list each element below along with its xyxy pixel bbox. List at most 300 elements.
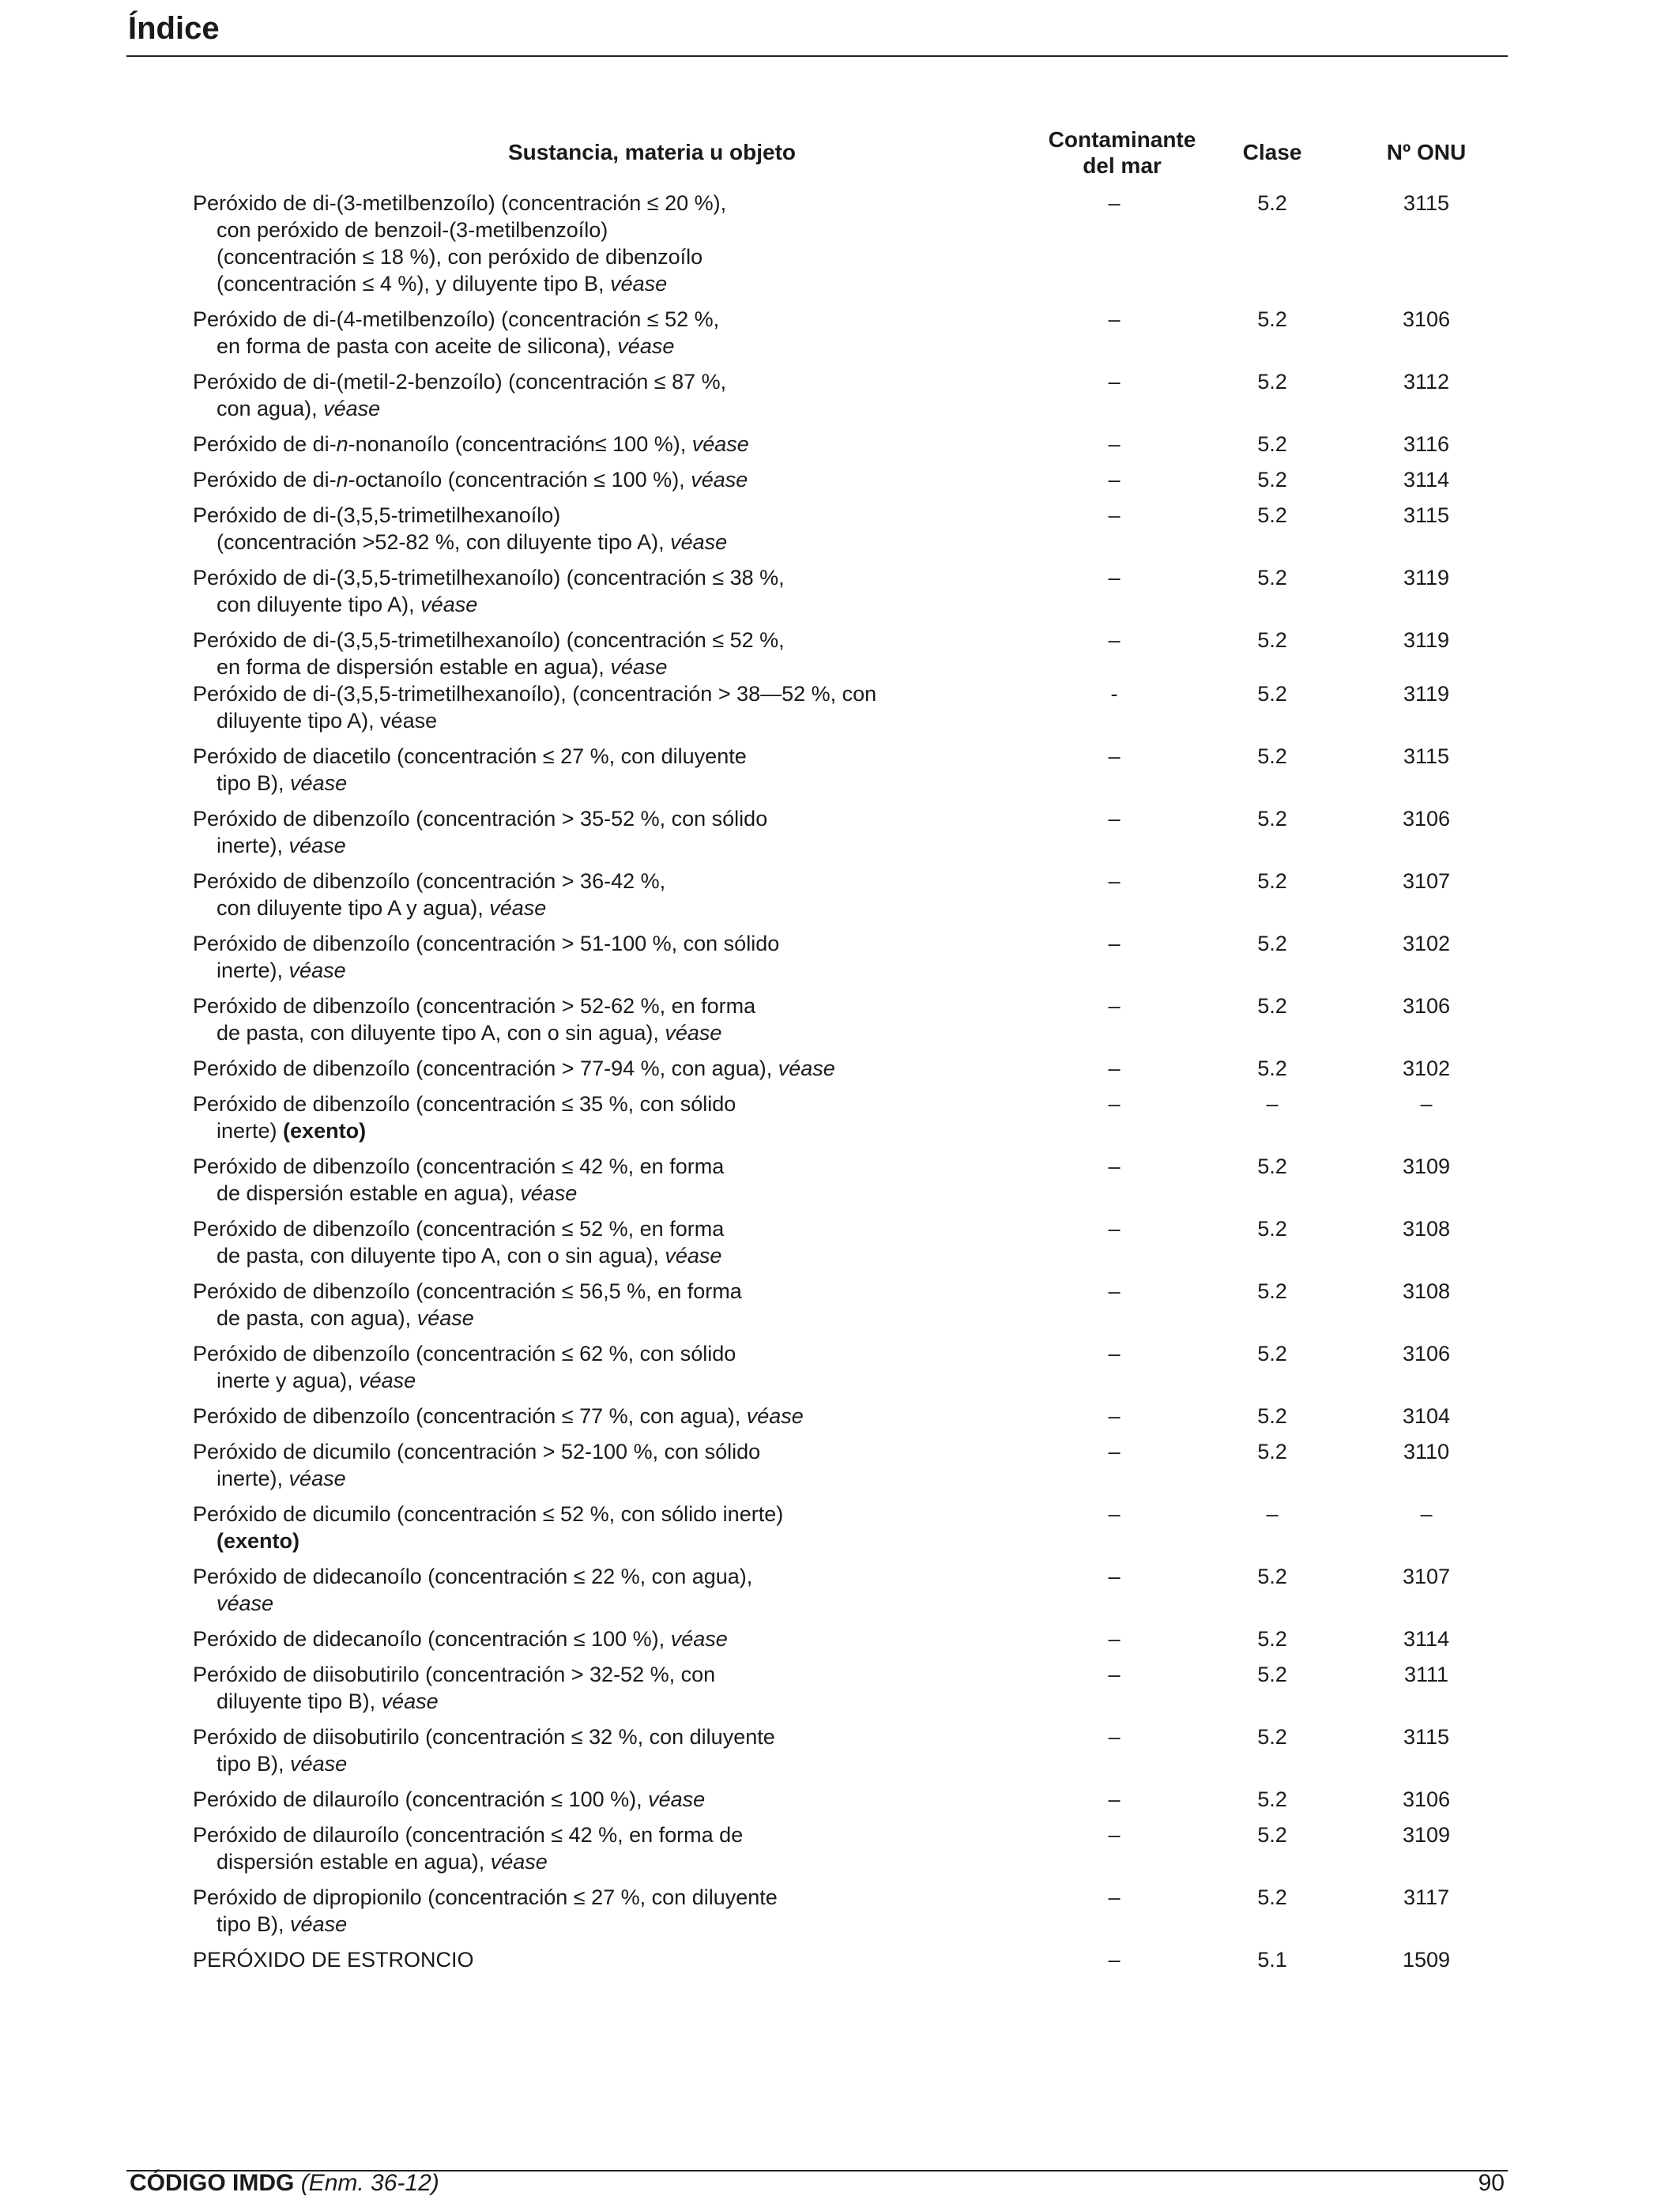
column-header-un-number: Nº ONU: [1386, 140, 1467, 164]
marine-pollutant-cell: –: [1108, 1155, 1121, 1178]
substance-line: [193, 270, 983, 297]
substance-line: [193, 1019, 983, 1046]
un-number-cell: 3111: [1403, 1663, 1449, 1686]
substance-cell: [193, 502, 983, 556]
index-table-body: [0, 190, 1680, 1982]
table-row: [0, 1215, 1680, 1269]
table-row: [0, 1821, 1680, 1875]
bold-text: (exento): [217, 1529, 300, 1553]
text-segment: Peróxido de di-(4-metilbenzoílo) (concentración ≤ 52 %,: [193, 307, 720, 331]
substance-line: [193, 1911, 983, 1938]
marine-pollutant-cell: –: [1108, 1217, 1121, 1241]
substance-line: [193, 1367, 983, 1394]
substance-cell: [193, 868, 983, 921]
table-row: [0, 368, 1680, 422]
substance-line: [193, 368, 983, 395]
un-number-cell: –: [1420, 1092, 1433, 1116]
un-number-cell: 3104: [1402, 1404, 1451, 1428]
substance-cell: [193, 930, 983, 984]
text-segment: inerte),: [217, 1467, 289, 1490]
un-number-cell: 3108: [1402, 1279, 1451, 1303]
substance-cell: [193, 1946, 983, 1973]
italic-text: véase: [648, 1787, 706, 1811]
substance-line: [193, 1180, 983, 1207]
text-segment: PERÓXIDO DE ESTRONCIO: [193, 1948, 474, 1972]
class-cell: 5.2: [1257, 1725, 1287, 1749]
marine-pollutant-cell: –: [1108, 1502, 1121, 1526]
substance-line: [193, 627, 983, 654]
substance-line: [193, 333, 983, 360]
text-segment: de dispersión estable en agua),: [217, 1181, 521, 1205]
class-cell: 5.2: [1257, 1404, 1287, 1428]
italic-text: véase: [670, 530, 728, 554]
text-segment: -nonanoílo (concentración≤ 100 %),: [348, 432, 692, 456]
class-cell: 5.2: [1257, 1663, 1287, 1686]
table-row: [0, 930, 1680, 984]
table-row: [0, 1278, 1680, 1332]
class-cell: 5.2: [1257, 432, 1287, 456]
marine-pollutant-cell: –: [1108, 191, 1121, 215]
table-row: [0, 680, 1680, 734]
substance-cell: [193, 1723, 983, 1777]
substance-line: [193, 217, 983, 243]
marine-pollutant-cell: –: [1108, 628, 1121, 652]
class-cell: 5.2: [1257, 1627, 1287, 1651]
footer-code: CÓDIGO IMDG: [130, 2170, 295, 2196]
substance-line: [193, 770, 983, 797]
class-cell: 5.1: [1257, 1948, 1287, 1972]
text-segment: diluyente tipo A), véase: [217, 709, 438, 733]
substance-line: [193, 993, 983, 1019]
class-cell: 5.2: [1257, 191, 1287, 215]
text-segment: Peróxido de di-(3,5,5-trimetilhexanoílo), (concentración > 38—52 %, con: [193, 682, 877, 706]
class-cell: 5.2: [1257, 307, 1287, 331]
marine-pollutant-cell: –: [1108, 1404, 1121, 1428]
substance-cell: [193, 1090, 983, 1144]
marine-pollutant-cell: –: [1108, 566, 1121, 589]
text-segment: Peróxido de dicumilo (concentración > 52-100 %, con sólido: [193, 1440, 761, 1463]
un-number-cell: 3110: [1403, 1440, 1450, 1463]
italic-text: véase: [288, 1467, 346, 1490]
italic-text: véase: [323, 397, 381, 420]
substance-line: [193, 1090, 983, 1117]
marine-pollutant-cell: –: [1108, 994, 1121, 1018]
footer-publication: [130, 2172, 439, 2195]
bold-text: (exento): [283, 1119, 367, 1143]
substance-cell: [193, 1278, 983, 1332]
class-cell: 5.2: [1257, 370, 1287, 394]
text-segment: con peróxido de benzoil-(3-metilbenzoílo): [217, 218, 608, 242]
substance-line: [193, 395, 983, 422]
class-cell: –: [1266, 1092, 1279, 1116]
text-segment: -octanoílo (concentración ≤ 100 %),: [348, 468, 691, 492]
un-number-cell: 3106: [1402, 994, 1451, 1018]
substance-line: [193, 1501, 983, 1527]
text-segment: inerte): [217, 1119, 284, 1143]
substance-cell: [193, 1661, 983, 1715]
text-segment: Peróxido de didecanoílo (concentración ≤ 22 %, con agua),: [193, 1565, 753, 1588]
substance-cell: [193, 1563, 983, 1617]
italic-text: n: [336, 468, 348, 492]
italic-text: véase: [617, 334, 675, 358]
italic-text: véase: [665, 1021, 722, 1045]
substance-line: [193, 1884, 983, 1911]
marine-pollutant-cell: –: [1108, 1885, 1121, 1909]
marine-pollutant-cell: –: [1108, 1725, 1121, 1749]
class-cell: 5.2: [1257, 1823, 1287, 1847]
substance-line: [193, 1055, 983, 1082]
substance-line: [193, 564, 983, 591]
un-number-cell: 3115: [1403, 503, 1450, 527]
un-number-cell: 3119: [1403, 566, 1450, 589]
text-segment: Peróxido de di-(3,5,5-trimetilhexanoílo) (concentración ≤ 52 %,: [193, 628, 785, 652]
footer-edition: (Enm. 36-12): [300, 2170, 439, 2196]
substance-line: [193, 1465, 983, 1492]
text-segment: Peróxido de dicumilo (concentración ≤ 52 %, con sólido inerte): [193, 1502, 784, 1526]
table-row: [0, 306, 1680, 360]
table-row: [0, 1055, 1680, 1082]
italic-text: véase: [359, 1369, 416, 1392]
substance-cell: [193, 1501, 983, 1554]
text-segment: (concentración ≤ 4 %), y diluyente tipo B,: [217, 272, 611, 296]
text-segment: (concentración >52-82 %, con diluyente tipo A),: [217, 530, 671, 554]
substance-cell: [193, 1153, 983, 1207]
text-segment: con agua),: [217, 397, 324, 420]
table-row: [0, 502, 1680, 556]
page-number: 90: [1478, 2170, 1505, 2196]
marine-pollutant-cell: –: [1108, 1440, 1121, 1463]
table-row: [0, 1403, 1680, 1429]
un-number-cell: 1509: [1402, 1948, 1451, 1972]
un-number-cell: 3116: [1403, 432, 1450, 456]
class-cell: 5.2: [1257, 869, 1287, 893]
text-segment: Peróxido de dilauroílo (concentración ≤ 100 %),: [193, 1787, 649, 1811]
italic-text: véase: [490, 1850, 548, 1874]
text-segment: en forma de pasta con aceite de silicona),: [217, 334, 618, 358]
class-cell: 5.2: [1257, 1565, 1287, 1588]
un-number-cell: 3114: [1403, 468, 1450, 492]
un-number-cell: 3119: [1403, 628, 1450, 652]
class-cell: 5.2: [1257, 468, 1287, 492]
substance-line: [193, 743, 983, 770]
text-segment: Peróxido de dibenzoílo (concentración ≤ 77 %, con agua),: [193, 1404, 747, 1428]
marine-pollutant-cell: –: [1108, 869, 1121, 893]
substance-cell: [193, 1821, 983, 1875]
class-cell: 5.2: [1257, 1155, 1287, 1178]
substance-line: [193, 1821, 983, 1848]
table-row: [0, 1340, 1680, 1394]
italic-text: véase: [217, 1591, 274, 1615]
class-cell: 5.2: [1257, 503, 1287, 527]
substance-cell: [193, 1340, 983, 1394]
substance-cell: [193, 306, 983, 360]
column-header-substance: Sustancia, materia u objeto: [507, 140, 797, 164]
substance-line: [193, 1340, 983, 1367]
un-number-cell: 3106: [1402, 807, 1451, 831]
substance-cell: [193, 805, 983, 859]
substance-line: [193, 1661, 983, 1688]
text-segment: Peróxido de dibenzoílo (concentración > 52-62 %, en forma: [193, 994, 756, 1018]
header-divider: [126, 55, 1508, 57]
text-segment: Peróxido de dibenzoílo (concentración ≤ 35 %, con sólido: [193, 1092, 736, 1116]
italic-text: véase: [290, 1752, 348, 1776]
text-segment: Peróxido de diisobutirilo (concentración > 32-52 %, con: [193, 1663, 716, 1686]
table-row: [0, 868, 1680, 921]
marine-pollutant-cell: –: [1108, 1092, 1121, 1116]
table-row: [0, 564, 1680, 618]
text-segment: inerte),: [217, 959, 289, 982]
text-segment: Peróxido de dibenzoílo (concentración ≤ 42 %, en forma: [193, 1155, 725, 1178]
marine-pollutant-cell: –: [1108, 1787, 1121, 1811]
substance-line: [193, 1215, 983, 1242]
marine-pollutant-cell: –: [1108, 807, 1121, 831]
text-segment: Peróxido de diisobutirilo (concentración ≤ 32 %, con diluyente: [193, 1725, 775, 1749]
italic-text: n: [336, 432, 348, 456]
substance-line: [193, 1527, 983, 1554]
marine-pollutant-cell: –: [1108, 370, 1121, 394]
class-cell: 5.2: [1257, 566, 1287, 589]
substance-cell: [193, 993, 983, 1046]
text-segment: Peróxido de didecanoílo (concentración ≤ 100 %),: [193, 1627, 671, 1651]
substance-line: [193, 306, 983, 333]
table-row: [0, 1723, 1680, 1777]
substance-line: [193, 591, 983, 618]
italic-text: véase: [489, 896, 547, 920]
text-segment: Peróxido de dibenzoílo (concentración ≤ 52 %, en forma: [193, 1217, 725, 1241]
marine-pollutant-cell: –: [1108, 1948, 1121, 1972]
substance-line: [193, 1305, 983, 1332]
un-number-cell: 3102: [1402, 1057, 1451, 1080]
class-cell: 5.2: [1257, 1885, 1287, 1909]
substance-cell: [193, 680, 983, 734]
un-number-cell: 3109: [1402, 1155, 1451, 1178]
class-cell: 5.2: [1257, 1279, 1287, 1303]
text-segment: Peróxido de dibenzoílo (concentración > 35-52 %, con sólido: [193, 807, 768, 831]
table-row: [0, 1501, 1680, 1554]
un-number-cell: 3106: [1402, 1787, 1451, 1811]
italic-text: véase: [610, 272, 668, 296]
class-cell: 5.2: [1257, 744, 1287, 768]
un-number-cell: 3102: [1402, 932, 1451, 955]
un-number-cell: 3109: [1402, 1823, 1451, 1847]
marine-pollutant-cell: –: [1108, 1823, 1121, 1847]
text-segment: Peróxido de dibenzoílo (concentración ≤ 62 %, con sólido: [193, 1342, 736, 1365]
substance-line: [193, 529, 983, 556]
un-number-cell: 3107: [1402, 1565, 1451, 1588]
un-number-cell: 3112: [1403, 370, 1450, 394]
class-cell: 5.2: [1257, 1787, 1287, 1811]
table-row: [0, 1563, 1680, 1617]
table-row: [0, 993, 1680, 1046]
substance-cell: [193, 1403, 983, 1429]
italic-text: véase: [670, 1627, 728, 1651]
substance-line: [193, 1117, 983, 1144]
substance-line: [193, 190, 983, 217]
table-row: [0, 466, 1680, 493]
column-header-marine-pollutant-line1: Contaminante: [1048, 127, 1196, 152]
text-segment: Peróxido de diacetilo (concentración ≤ 27 %, con diluyente: [193, 744, 747, 768]
text-segment: Peróxido de di-(3-metilbenzoílo) (concentración ≤ 20 %),: [193, 191, 727, 215]
substance-line: [193, 431, 983, 458]
text-segment: de pasta, con diluyente tipo A, con o sin agua),: [217, 1244, 665, 1268]
substance-line: [193, 243, 983, 270]
substance-line: [193, 1278, 983, 1305]
marine-pollutant-cell: –: [1108, 432, 1121, 456]
marine-pollutant-cell: –: [1108, 932, 1121, 955]
text-segment: Peróxido de dibenzoílo (concentración > 36-42 %,: [193, 869, 666, 893]
class-cell: 5.2: [1257, 807, 1287, 831]
substance-cell: [193, 1786, 983, 1813]
italic-text: véase: [288, 959, 346, 982]
text-segment: (concentración ≤ 18 %), con peróxido de dibenzoílo: [217, 245, 703, 269]
un-number-cell: 3106: [1402, 1342, 1451, 1365]
substance-line: [193, 805, 983, 832]
substance-cell: [193, 627, 983, 680]
marine-pollutant-cell: -: [1110, 682, 1118, 706]
text-segment: tipo B),: [217, 1752, 291, 1776]
substance-cell: [193, 743, 983, 797]
italic-text: véase: [290, 771, 348, 795]
text-segment: con diluyente tipo A y agua),: [217, 896, 490, 920]
substance-line: [193, 1723, 983, 1750]
italic-text: véase: [420, 593, 478, 616]
text-segment: tipo B),: [217, 1912, 291, 1936]
column-header-marine-pollutant-line2: del mar: [1083, 153, 1162, 178]
substance-cell: [193, 1215, 983, 1269]
table-row: [0, 1153, 1680, 1207]
italic-text: véase: [416, 1306, 474, 1330]
substance-line: [193, 1563, 983, 1590]
table-row: [0, 1884, 1680, 1938]
marine-pollutant-cell: –: [1108, 1342, 1121, 1365]
column-header-class: Clase: [1242, 140, 1302, 164]
text-segment: Peróxido de dibenzoílo (concentración > 77-94 %, con agua),: [193, 1057, 778, 1080]
italic-text: véase: [288, 834, 346, 857]
substance-cell: [193, 564, 983, 618]
italic-text: véase: [381, 1689, 439, 1713]
marine-pollutant-cell: –: [1108, 1279, 1121, 1303]
substance-cell: [193, 1055, 983, 1082]
italic-text: véase: [610, 655, 668, 679]
page-title: Índice: [128, 11, 220, 46]
text-segment: en forma de dispersión estable en agua),: [217, 655, 611, 679]
table-row: [0, 1946, 1680, 1973]
un-number-cell: 3106: [1402, 307, 1451, 331]
un-number-cell: –: [1420, 1502, 1433, 1526]
substance-line: [193, 930, 983, 957]
text-segment: con diluyente tipo A),: [217, 593, 421, 616]
text-segment: tipo B),: [217, 771, 291, 795]
substance-cell: [193, 190, 983, 297]
substance-line: [193, 1946, 983, 1973]
italic-text: véase: [746, 1404, 804, 1428]
italic-text: véase: [691, 432, 749, 456]
text-segment: dispersión estable en agua),: [217, 1850, 491, 1874]
un-number-cell: 3115: [1403, 1725, 1450, 1749]
text-segment: Peróxido de di-(3,5,5-trimetilhexanoílo) (concentración ≤ 38 %,: [193, 566, 785, 589]
substance-line: [193, 1750, 983, 1777]
un-number-cell: 3115: [1403, 744, 1450, 768]
italic-text: véase: [520, 1181, 578, 1205]
un-number-cell: 3115: [1403, 191, 1450, 215]
class-cell: –: [1266, 1502, 1279, 1526]
class-cell: 5.2: [1257, 1440, 1287, 1463]
table-row: [0, 1786, 1680, 1813]
text-segment: Peróxido de di-(3,5,5-trimetilhexanoílo): [193, 503, 561, 527]
text-segment: Peróxido de dipropionilo (concentración ≤ 27 %, con diluyente: [193, 1885, 778, 1909]
text-segment: Peróxido de di-(metil-2-benzoílo) (concentración ≤ 87 %,: [193, 370, 727, 394]
class-cell: 5.2: [1257, 932, 1287, 955]
substance-cell: [193, 466, 983, 493]
text-segment: de pasta, con diluyente tipo A, con o sin agua),: [217, 1021, 665, 1045]
text-segment: diluyente tipo B),: [217, 1689, 382, 1713]
substance-line: [193, 1848, 983, 1875]
class-cell: 5.2: [1257, 994, 1287, 1018]
substance-line: [193, 1688, 983, 1715]
class-cell: 5.2: [1257, 628, 1287, 652]
table-row: [0, 1661, 1680, 1715]
table-header: [0, 126, 1680, 182]
text-segment: Peróxido de dilauroílo (concentración ≤ 42 %, en forma de: [193, 1823, 744, 1847]
substance-line: [193, 680, 983, 707]
table-row: [0, 627, 1680, 680]
substance-line: [193, 957, 983, 984]
substance-line: [193, 654, 983, 680]
class-cell: 5.2: [1257, 1342, 1287, 1365]
text-segment: Peróxido de di-: [193, 468, 337, 492]
italic-text: véase: [290, 1912, 348, 1936]
class-cell: 5.2: [1257, 1057, 1287, 1080]
substance-line: [193, 895, 983, 921]
marine-pollutant-cell: –: [1108, 1565, 1121, 1588]
substance-cell: [193, 1884, 983, 1938]
text-segment: de pasta, con agua),: [217, 1306, 417, 1330]
substance-cell: [193, 431, 983, 458]
un-number-cell: 3114: [1403, 1627, 1450, 1651]
class-cell: 5.2: [1257, 1217, 1287, 1241]
un-number-cell: 3108: [1402, 1217, 1451, 1241]
substance-line: [193, 1786, 983, 1813]
text-segment: Peróxido de di-: [193, 432, 337, 456]
substance-line: [193, 1590, 983, 1617]
substance-cell: [193, 1625, 983, 1652]
table-row: [0, 1438, 1680, 1492]
marine-pollutant-cell: –: [1108, 1627, 1121, 1651]
substance-line: [193, 1242, 983, 1269]
table-row: [0, 805, 1680, 859]
italic-text: véase: [691, 468, 748, 492]
substance-cell: [193, 368, 983, 422]
italic-text: véase: [665, 1244, 722, 1268]
substance-line: [193, 1438, 983, 1465]
italic-text: véase: [778, 1057, 835, 1080]
marine-pollutant-cell: –: [1108, 744, 1121, 768]
substance-line: [193, 707, 983, 734]
table-row: [0, 1090, 1680, 1144]
class-cell: 5.2: [1257, 682, 1287, 706]
table-row: [0, 743, 1680, 797]
substance-line: [193, 832, 983, 859]
marine-pollutant-cell: –: [1108, 1057, 1121, 1080]
text-segment: Peróxido de dibenzoílo (concentración > 51-100 %, con sólido: [193, 932, 780, 955]
marine-pollutant-cell: –: [1108, 307, 1121, 331]
substance-cell: [193, 1438, 983, 1492]
substance-line: [193, 466, 983, 493]
table-row: [0, 1625, 1680, 1652]
substance-line: [193, 1403, 983, 1429]
marine-pollutant-cell: –: [1108, 1663, 1121, 1686]
substance-line: [193, 868, 983, 895]
